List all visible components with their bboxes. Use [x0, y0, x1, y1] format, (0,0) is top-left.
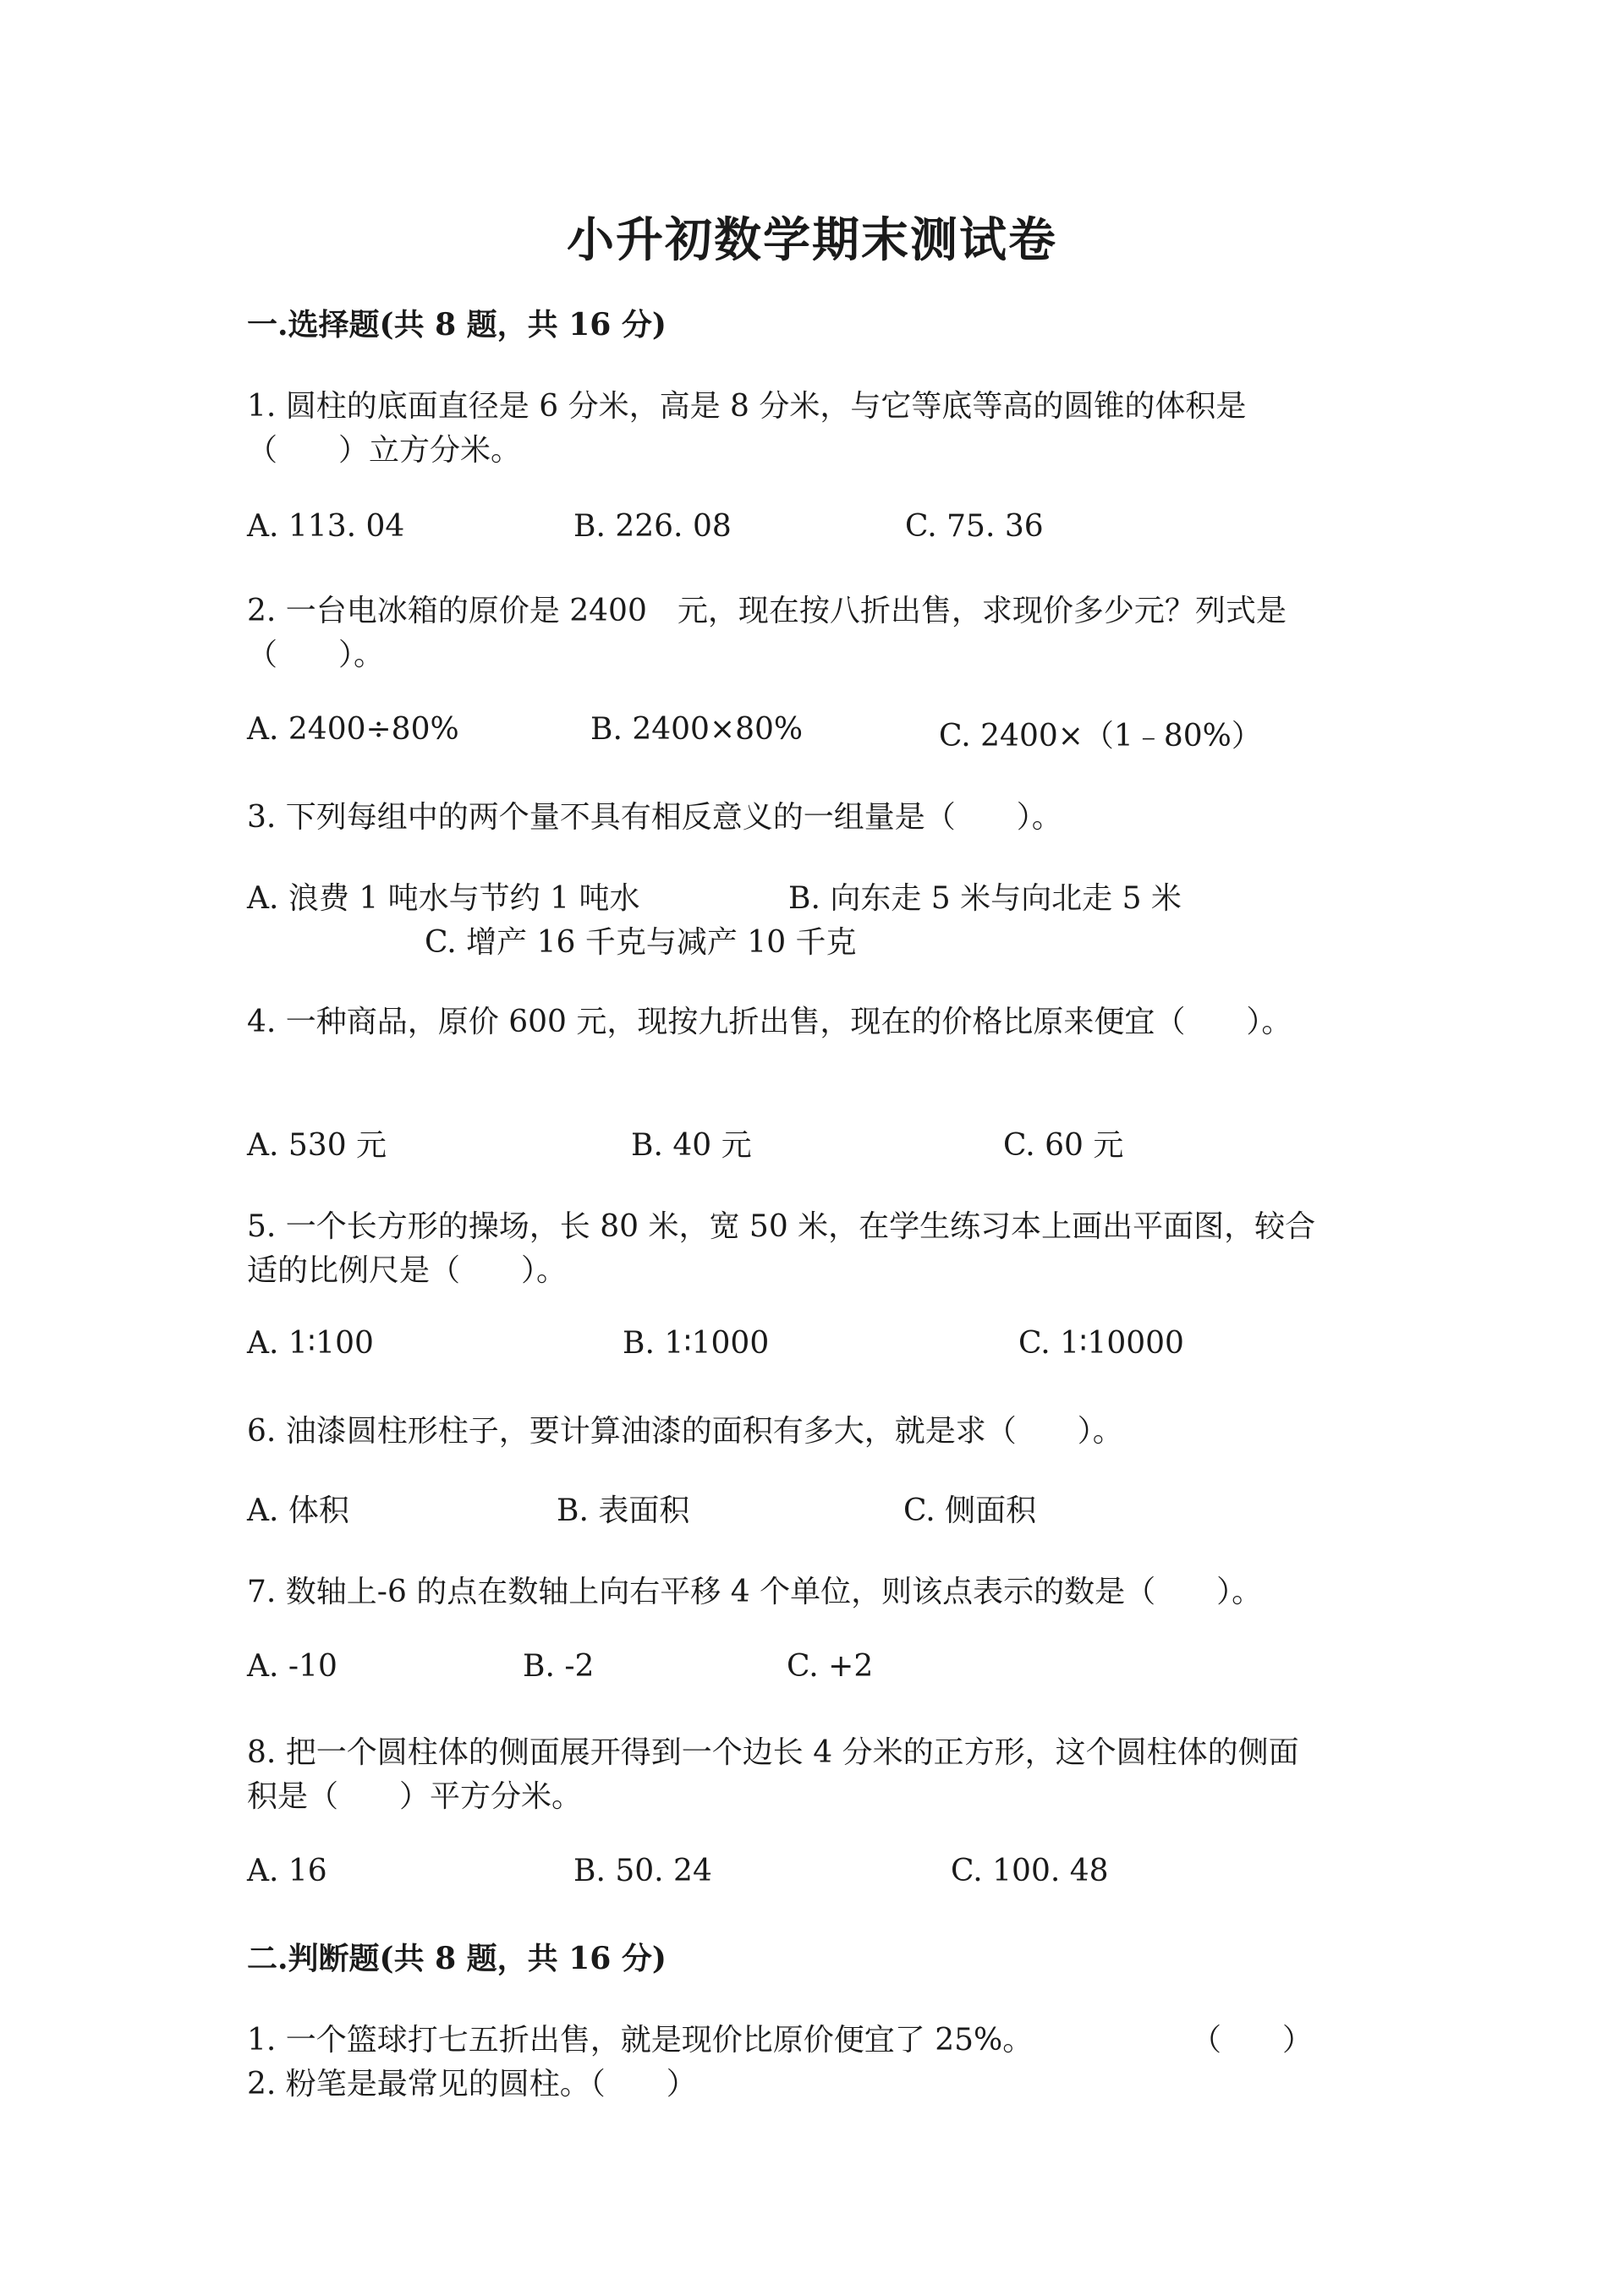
question-1-option-b: B. 226. 08 [573, 509, 732, 544]
question-5-line-2: 适的比例尺是（ ）。 [247, 1253, 568, 1288]
question-5-option-b: B. 1∶1000 [623, 1326, 770, 1361]
question-4-line-1: 4. 一种商品，原价 600 元，现按九折出售，现在的价格比原来便宜（ ）。 [247, 1005, 1292, 1039]
question-2-option-b: B. 2400×80% [590, 712, 804, 747]
question-6-option-a: A. 体积 [247, 1493, 349, 1528]
question-8-option-b: B. 50. 24 [573, 1854, 712, 1888]
question-3-option-b: B. 向东走 5 米与向北走 5 米 [788, 881, 1182, 916]
question-3-option-a: A. 浪费 1 吨水与节约 1 吨水 [247, 881, 640, 916]
question-4-option-a: A. 530 元 [247, 1128, 387, 1163]
question-1-line-1: 1. 圆柱的底面直径是 6 分米，高是 8 分米，与它等底等高的圆锥的体积是 [247, 389, 1247, 424]
question-2-line-2: （ ）。 [247, 638, 385, 672]
question-8-option-c: C. 100. 48 [951, 1854, 1109, 1888]
question-1-option-c: C. 75. 36 [905, 509, 1044, 544]
section-heading-judgment: 二.判断题(共 8 题，共 16 分) [247, 1941, 667, 1976]
question-8-line-2: 积是（ ）平方分米。 [247, 1779, 583, 1814]
question-7-line-1: 7. 数轴上-6 的点在数轴上向右平移 4 个单位，则该点表示的数是（ ）。 [247, 1575, 1263, 1609]
judgment-1-text: 1. 一个篮球打七五折出售，就是现价比原价便宜了 25%。 [247, 2023, 1034, 2058]
question-8-option-a: A. 16 [247, 1854, 327, 1888]
question-5-line-1: 5. 一个长方形的操场，长 80 米，宽 50 米，在学生练习本上画出平面图，较合 [247, 1209, 1316, 1244]
question-6-line-1: 6. 油漆圆柱形柱子，要计算油漆的面积有多大，就是求（ ）。 [247, 1414, 1123, 1449]
question-4-option-c: C. 60 元 [1003, 1128, 1124, 1163]
question-8-line-1: 8. 把一个圆柱体的侧面展开得到一个边长 4 分米的正方形，这个圆柱体的侧面 [247, 1735, 1299, 1770]
page-title: 小升初数学期末测试卷 [567, 212, 1057, 268]
judgment-1-blank: （ ） [1191, 2023, 1314, 2058]
question-1-option-a: A. 113. 04 [247, 509, 405, 544]
question-2-line-1: 2. 一台电冰箱的原价是 2400 元，现在按八折出售，求现价多少元？列式是 [247, 594, 1287, 628]
question-2-option-c: C. 2400×（1﹣80%） [939, 719, 1262, 753]
question-3-option-c: C. 增产 16 千克与减产 10 千克 [425, 925, 857, 960]
question-7-option-c: C. +2 [787, 1649, 874, 1684]
section-heading-choice: 一.选择题(共 8 题，共 16 分) [247, 307, 667, 342]
question-6-option-c: C. 侧面积 [903, 1493, 1037, 1528]
question-2-option-a: A. 2400÷80% [247, 712, 459, 747]
judgment-2-text: 2. 粉笔是最常见的圆柱。（ ） [247, 2067, 697, 2101]
question-7-option-a: A. -10 [247, 1649, 337, 1684]
question-5-option-a: A. 1∶100 [247, 1326, 374, 1361]
question-7-option-b: B. -2 [523, 1649, 595, 1684]
question-1-line-2: （ ）立方分米。 [247, 433, 522, 468]
question-4-option-b: B. 40 元 [631, 1128, 752, 1163]
question-5-option-c: C. 1∶10000 [1018, 1326, 1184, 1361]
question-6-option-b: B. 表面积 [557, 1493, 690, 1528]
question-3-line-1: 3. 下列每组中的两个量不具有相反意义的一组量是（ ）。 [247, 800, 1062, 835]
